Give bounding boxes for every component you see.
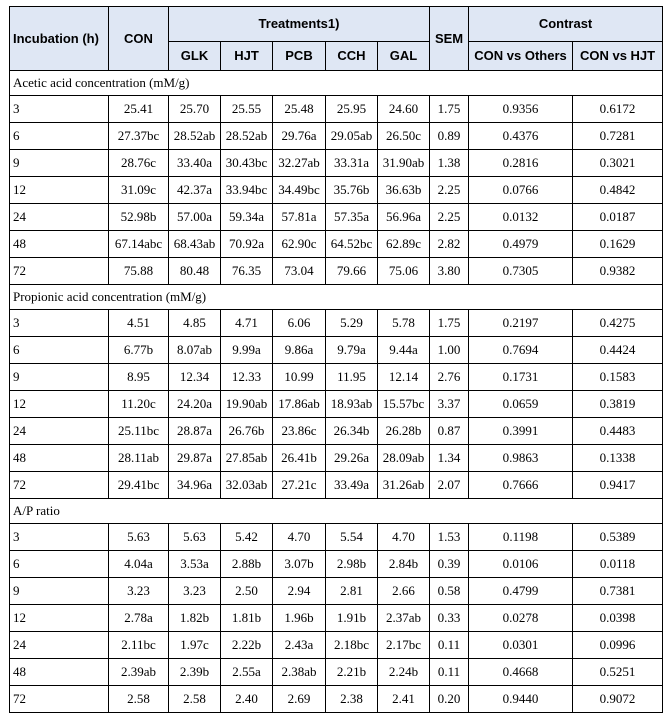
table-cell: 29.41bc <box>109 472 169 499</box>
table-cell: 26.76b <box>221 418 273 445</box>
table-cell: 0.1731 <box>469 364 573 391</box>
treatments-header: Treatments1) <box>169 7 430 42</box>
cch-header: CCH <box>326 42 378 71</box>
table-cell: 26.50c <box>378 123 430 150</box>
table-cell: 26.28b <box>378 418 430 445</box>
con-vs-others-header: CON vs Others <box>469 42 573 71</box>
table-cell: 1.75 <box>430 96 469 123</box>
table-cell: 26.41b <box>273 445 326 472</box>
table-header <box>10 7 663 71</box>
table-cell: 0.1629 <box>573 231 663 258</box>
table-cell: 2.41 <box>378 686 430 713</box>
incubation-cell: 3 <box>10 96 109 123</box>
table-cell: 8.95 <box>109 364 169 391</box>
table-row <box>10 391 663 418</box>
section-row <box>10 285 663 310</box>
table-row <box>10 445 663 472</box>
table-cell: 76.35 <box>221 258 273 285</box>
table-cell: 1.38 <box>430 150 469 177</box>
table-cell: 0.0278 <box>469 605 573 632</box>
table-cell: 2.81 <box>326 578 378 605</box>
table-cell: 2.76 <box>430 364 469 391</box>
table-cell: 0.0118 <box>573 551 663 578</box>
table-row <box>10 551 663 578</box>
table-cell: 42.37a <box>169 177 221 204</box>
table-cell: 75.06 <box>378 258 430 285</box>
table-cell: 33.40a <box>169 150 221 177</box>
con-header: CON <box>109 7 169 71</box>
table-cell: 9.99a <box>221 337 273 364</box>
table-cell: 62.89c <box>378 231 430 258</box>
incubation-cell: 72 <box>10 258 109 285</box>
table-cell: 28.09ab <box>378 445 430 472</box>
table-cell: 0.4799 <box>469 578 573 605</box>
table-cell: 0.5389 <box>573 524 663 551</box>
results-table <box>9 6 663 713</box>
section-title: A/P ratio <box>10 499 663 524</box>
table-cell: 0.87 <box>430 418 469 445</box>
table-cell: 0.2197 <box>469 310 573 337</box>
incubation-cell: 72 <box>10 472 109 499</box>
table-cell: 25.48 <box>273 96 326 123</box>
table-cell: 2.25 <box>430 177 469 204</box>
incubation-cell: 9 <box>10 150 109 177</box>
table-cell: 56.96a <box>378 204 430 231</box>
table-cell: 57.81a <box>273 204 326 231</box>
table-cell: 29.87a <box>169 445 221 472</box>
table-cell: 28.52ab <box>169 123 221 150</box>
table-cell: 28.87a <box>169 418 221 445</box>
table-cell: 33.31a <box>326 150 378 177</box>
gal-header: GAL <box>378 42 430 71</box>
table-cell: 59.34a <box>221 204 273 231</box>
incubation-cell: 6 <box>10 337 109 364</box>
incubation-header: Incubation (h) <box>10 7 109 71</box>
table-cell: 2.43a <box>273 632 326 659</box>
table-cell: 18.93ab <box>326 391 378 418</box>
table-cell: 2.78a <box>109 605 169 632</box>
table-cell: 23.86c <box>273 418 326 445</box>
table-cell: 27.21c <box>273 472 326 499</box>
table-cell: 25.95 <box>326 96 378 123</box>
table-cell: 1.82b <box>169 605 221 632</box>
table-cell: 0.4842 <box>573 177 663 204</box>
table-cell: 2.07 <box>430 472 469 499</box>
table-cell: 70.92a <box>221 231 273 258</box>
table-cell: 3.07b <box>273 551 326 578</box>
table-cell: 12.34 <box>169 364 221 391</box>
table-cell: 0.11 <box>430 632 469 659</box>
table-cell: 2.38ab <box>273 659 326 686</box>
table-cell: 1.75 <box>430 310 469 337</box>
table-row <box>10 364 663 391</box>
table-cell: 1.53 <box>430 524 469 551</box>
table-row <box>10 659 663 686</box>
table-cell: 2.25 <box>430 204 469 231</box>
table-cell: 35.76b <box>326 177 378 204</box>
table-cell: 2.39b <box>169 659 221 686</box>
table-cell: 0.4483 <box>573 418 663 445</box>
table-cell: 30.43bc <box>221 150 273 177</box>
table-cell: 3.37 <box>430 391 469 418</box>
table-cell: 36.63b <box>378 177 430 204</box>
table-cell: 0.9382 <box>573 258 663 285</box>
table-cell: 31.90ab <box>378 150 430 177</box>
table-cell: 1.97c <box>169 632 221 659</box>
con-vs-hjt-header: CON vs HJT <box>573 42 663 71</box>
table-row <box>10 231 663 258</box>
table-cell: 0.1338 <box>573 445 663 472</box>
table-cell: 0.4376 <box>469 123 573 150</box>
table-cell: 2.66 <box>378 578 430 605</box>
incubation-cell: 3 <box>10 524 109 551</box>
table-cell: 0.89 <box>430 123 469 150</box>
incubation-cell: 12 <box>10 177 109 204</box>
table-row <box>10 605 663 632</box>
table-cell: 80.48 <box>169 258 221 285</box>
table-cell: 2.38 <box>326 686 378 713</box>
table-cell: 0.7381 <box>573 578 663 605</box>
table-cell: 0.7694 <box>469 337 573 364</box>
table-row <box>10 177 663 204</box>
table-row <box>10 686 663 713</box>
table-cell: 0.11 <box>430 659 469 686</box>
table-cell: 4.04a <box>109 551 169 578</box>
incubation-cell: 24 <box>10 204 109 231</box>
incubation-cell: 3 <box>10 310 109 337</box>
table-cell: 0.3819 <box>573 391 663 418</box>
table-cell: 4.85 <box>169 310 221 337</box>
table-cell: 0.7281 <box>573 123 663 150</box>
table-cell: 2.82 <box>430 231 469 258</box>
table-cell: 12.33 <box>221 364 273 391</box>
table-cell: 28.76c <box>109 150 169 177</box>
table-cell: 0.9356 <box>469 96 573 123</box>
incubation-cell: 9 <box>10 578 109 605</box>
table-row <box>10 310 663 337</box>
table-cell: 4.70 <box>273 524 326 551</box>
table-cell: 6.77b <box>109 337 169 364</box>
table-cell: 2.18bc <box>326 632 378 659</box>
table-row <box>10 524 663 551</box>
table-cell: 5.63 <box>169 524 221 551</box>
table-cell: 29.05ab <box>326 123 378 150</box>
incubation-cell: 6 <box>10 551 109 578</box>
table-cell: 2.94 <box>273 578 326 605</box>
table-cell: 52.98b <box>109 204 169 231</box>
table-cell: 2.40 <box>221 686 273 713</box>
incubation-cell: 72 <box>10 686 109 713</box>
table-row <box>10 472 663 499</box>
incubation-cell: 6 <box>10 123 109 150</box>
pcb-header: PCB <box>273 42 326 71</box>
table-cell: 0.58 <box>430 578 469 605</box>
table-cell: 3.23 <box>169 578 221 605</box>
table-cell: 2.11bc <box>109 632 169 659</box>
table-row <box>10 123 663 150</box>
table-cell: 2.98b <box>326 551 378 578</box>
table-row <box>10 418 663 445</box>
table-cell: 0.33 <box>430 605 469 632</box>
table-row <box>10 258 663 285</box>
table-cell: 0.4275 <box>573 310 663 337</box>
table-cell: 26.34b <box>326 418 378 445</box>
table-cell: 67.14abc <box>109 231 169 258</box>
incubation-cell: 12 <box>10 605 109 632</box>
table-cell: 2.55a <box>221 659 273 686</box>
table-cell: 3.53a <box>169 551 221 578</box>
table-cell: 0.7305 <box>469 258 573 285</box>
table-cell: 0.0132 <box>469 204 573 231</box>
table-cell: 5.54 <box>326 524 378 551</box>
table-cell: 11.20c <box>109 391 169 418</box>
section-row <box>10 499 663 524</box>
table-cell: 0.9440 <box>469 686 573 713</box>
section-title: Propionic acid concentration (mM/g) <box>10 285 663 310</box>
table-cell: 0.9417 <box>573 472 663 499</box>
section-title: Acetic acid concentration (mM/g) <box>10 71 663 96</box>
table-cell: 9.79a <box>326 337 378 364</box>
table-cell: 0.4424 <box>573 337 663 364</box>
table-cell: 0.0106 <box>469 551 573 578</box>
table-cell: 2.22b <box>221 632 273 659</box>
sem-header: SEM <box>430 7 469 71</box>
table-cell: 0.39 <box>430 551 469 578</box>
table-cell: 64.52bc <box>326 231 378 258</box>
table-cell: 34.96a <box>169 472 221 499</box>
incubation-cell: 48 <box>10 659 109 686</box>
table-cell: 0.2816 <box>469 150 573 177</box>
table-cell: 5.42 <box>221 524 273 551</box>
table-row <box>10 337 663 364</box>
table-cell: 0.9863 <box>469 445 573 472</box>
table-cell: 0.0766 <box>469 177 573 204</box>
table-cell: 6.06 <box>273 310 326 337</box>
table-cell: 62.90c <box>273 231 326 258</box>
table-cell: 0.0301 <box>469 632 573 659</box>
table-cell: 57.00a <box>169 204 221 231</box>
table-cell: 0.20 <box>430 686 469 713</box>
table-cell: 32.27ab <box>273 150 326 177</box>
table-cell: 0.9072 <box>573 686 663 713</box>
table-cell: 2.24b <box>378 659 430 686</box>
table-cell: 33.94bc <box>221 177 273 204</box>
table-cell: 32.03ab <box>221 472 273 499</box>
table-cell: 1.91b <box>326 605 378 632</box>
table-cell: 1.00 <box>430 337 469 364</box>
table-cell: 2.21b <box>326 659 378 686</box>
table-cell: 3.80 <box>430 258 469 285</box>
table-cell: 25.55 <box>221 96 273 123</box>
table-cell: 0.0996 <box>573 632 663 659</box>
table-cell: 27.85ab <box>221 445 273 472</box>
table-cell: 12.14 <box>378 364 430 391</box>
table-cell: 0.6172 <box>573 96 663 123</box>
table-cell: 28.11ab <box>109 445 169 472</box>
table-cell: 0.3991 <box>469 418 573 445</box>
table-cell: 10.99 <box>273 364 326 391</box>
table-cell: 4.70 <box>378 524 430 551</box>
table-cell: 17.86ab <box>273 391 326 418</box>
table-row <box>10 632 663 659</box>
table-cell: 25.11bc <box>109 418 169 445</box>
hjt-header: HJT <box>221 42 273 71</box>
table-cell: 1.81b <box>221 605 273 632</box>
table-cell: 5.78 <box>378 310 430 337</box>
table-cell: 29.26a <box>326 445 378 472</box>
table-cell: 4.51 <box>109 310 169 337</box>
table-cell: 73.04 <box>273 258 326 285</box>
table-cell: 31.26ab <box>378 472 430 499</box>
table-cell: 2.37ab <box>378 605 430 632</box>
table-cell: 24.20a <box>169 391 221 418</box>
table-cell: 29.76a <box>273 123 326 150</box>
table-cell: 0.3021 <box>573 150 663 177</box>
table-cell: 2.39ab <box>109 659 169 686</box>
incubation-cell: 24 <box>10 418 109 445</box>
incubation-cell: 48 <box>10 231 109 258</box>
table-cell: 0.5251 <box>573 659 663 686</box>
table-cell: 2.58 <box>169 686 221 713</box>
table-cell: 2.17bc <box>378 632 430 659</box>
incubation-cell: 24 <box>10 632 109 659</box>
table-cell: 25.41 <box>109 96 169 123</box>
incubation-cell: 9 <box>10 364 109 391</box>
table-cell: 33.49a <box>326 472 378 499</box>
table-row <box>10 96 663 123</box>
table-cell: 0.4979 <box>469 231 573 258</box>
table-cell: 34.49bc <box>273 177 326 204</box>
table-row <box>10 204 663 231</box>
section-row <box>10 71 663 96</box>
table-cell: 9.86a <box>273 337 326 364</box>
table-body <box>10 71 663 713</box>
table-cell: 1.96b <box>273 605 326 632</box>
table-cell: 9.44a <box>378 337 430 364</box>
table-cell: 75.88 <box>109 258 169 285</box>
table-cell: 11.95 <box>326 364 378 391</box>
incubation-cell: 48 <box>10 445 109 472</box>
table-cell: 8.07ab <box>169 337 221 364</box>
table-cell: 3.23 <box>109 578 169 605</box>
table-cell: 5.63 <box>109 524 169 551</box>
data-table-container <box>9 6 662 713</box>
table-cell: 2.69 <box>273 686 326 713</box>
table-cell: 0.1583 <box>573 364 663 391</box>
table-cell: 0.0187 <box>573 204 663 231</box>
table-cell: 57.35a <box>326 204 378 231</box>
table-cell: 28.52ab <box>221 123 273 150</box>
table-cell: 0.0398 <box>573 605 663 632</box>
table-row <box>10 150 663 177</box>
incubation-cell: 12 <box>10 391 109 418</box>
table-cell: 19.90ab <box>221 391 273 418</box>
table-cell: 0.4668 <box>469 659 573 686</box>
table-cell: 27.37bc <box>109 123 169 150</box>
table-cell: 0.7666 <box>469 472 573 499</box>
table-cell: 5.29 <box>326 310 378 337</box>
table-cell: 24.60 <box>378 96 430 123</box>
glk-header: GLK <box>169 42 221 71</box>
table-cell: 68.43ab <box>169 231 221 258</box>
table-cell: 1.34 <box>430 445 469 472</box>
table-cell: 2.84b <box>378 551 430 578</box>
table-cell: 2.58 <box>109 686 169 713</box>
table-cell: 4.71 <box>221 310 273 337</box>
table-cell: 0.0659 <box>469 391 573 418</box>
table-cell: 25.70 <box>169 96 221 123</box>
table-row <box>10 578 663 605</box>
contrast-header: Contrast <box>469 7 663 42</box>
table-cell: 15.57bc <box>378 391 430 418</box>
table-cell: 2.50 <box>221 578 273 605</box>
table-cell: 79.66 <box>326 258 378 285</box>
table-cell: 2.88b <box>221 551 273 578</box>
table-cell: 0.1198 <box>469 524 573 551</box>
table-cell: 31.09c <box>109 177 169 204</box>
